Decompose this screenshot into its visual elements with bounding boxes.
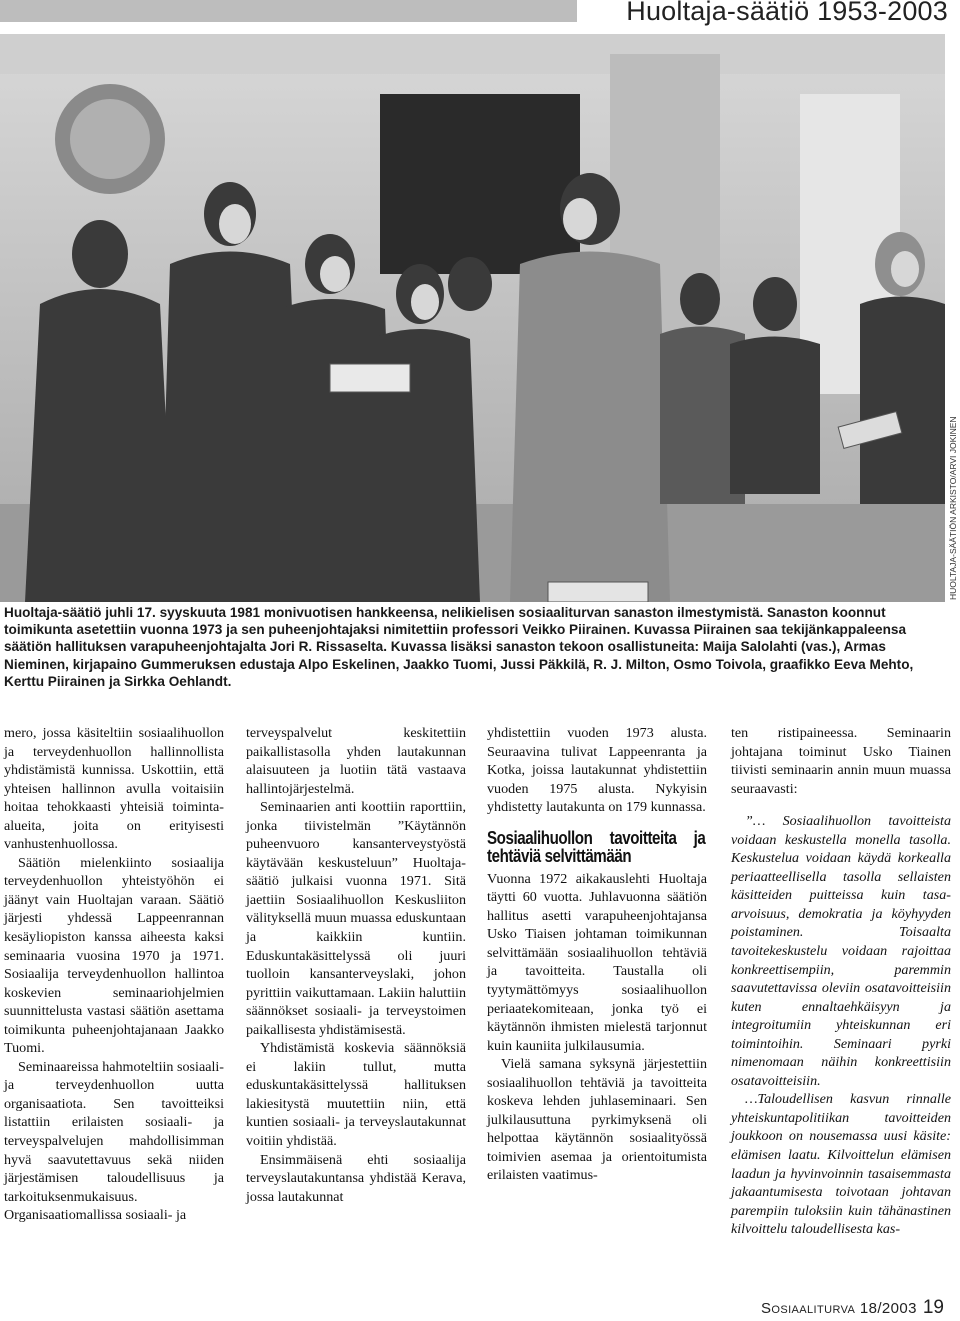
- article-column-3: [487, 724, 707, 1185]
- photo-credit: HUOLTAJA-SÄÄTIÖN ARKISTO/ARVI JOKINEN: [948, 416, 958, 600]
- quote-paragraph: …Taloudellisen kasvun rinnalle yhteiskuntapolitiikan tavoitteiden joukkoon on nousemassa uusi käsite: elämisen laatu. Kilvoittelun elämisen laadun ja hyvinvoinnin tasaisemmasta jakaantumisesta toivotaan johtavan parempiin tuloksiin kuin tähänastinen kilvoittelu taloudellisesta kas-: [731, 1091, 951, 1238]
- page-footer: [761, 1297, 944, 1319]
- photo-caption: Huoltaja-säätiö juhli 17. syyskuuta 1981 monivuotisen hankkeensa, nelikielisen sosiaaliturvan sanaston ilmestymistä. Sanaston koonnut toimikunta asetettiin vuonna 1973 ja sen puheenjohtajaksi nimitettiin professori Veikko Piirainen. Kuvassa Piirainen saa tekijänkappaleensa säätiön hallituksen varapuheenjohtajalta Jori R. Rissaselta. Kuvassa lisäksi sanaston tekoon osallistuneita: Maija Salolahti (vas.), Armas Nieminen, kirjapaino Gummeruksen edustaja Alpo Eskelinen, Jaakko Tuomi, Jussi Päkkilä, R. J. Milton, Osmo Toivola, graafikko Eeva Mehto, Kerttu Piirainen ja Sirkka Oehlandt.: [4, 605, 914, 689]
- paragraph: Seminaareissa hahmoteltiin sosiaali- ja terveydenhuollon uutta organisaatiota. Sen tavoitteiksi listattiin erilaisten sosiaali- ja terveyspalvelujen mahdollisimman hyvä saavutettavuus sekä niiden järjestämisen taloudellisuus ja tarkoituksenmukaisuus. Organisaatiomallissa sosiaali- ja: [4, 1058, 224, 1224]
- header-bar: [0, 0, 577, 22]
- article-column-1: [4, 724, 224, 1225]
- article-column-2: [246, 724, 466, 1206]
- quote-paragraph: ”… Sosiaalihuollon tavoitteista voidaan keskustella monella tasolla. Keskustelua voidaan käydä korkealla periaatteellisella tasolla sellaisten käsitteiden puitteissa kuin tasa-arvoisuus, demokratia ja köyhyyden poistaminen. Toisaalta tavoitekeskustelu voidaan rajoittaa konkreettisempiin, paremmin saavutettavissa oleviin osatavoitteisiin kuten ennaltaehkäisyyn ja integroitumiin yhteiskunnan eri toimintoihin. Seminaari pyrki nimenomaan näihin konkreettisiin osatavoitteisiin.: [731, 813, 951, 1089]
- magazine-name: Sosiaaliturva 18/2003: [761, 1300, 917, 1317]
- page-number: 19: [922, 1297, 944, 1318]
- paragraph: Yhdistämistä koskevia säännöksiä ei lakiin tullut, mutta eduskuntakäsittelyssä hallituksen lakiesitystä muutettiin niin, että kuntien sosiaali- ja terveyslautakunnat voitiin yhdistää.: [246, 1040, 466, 1150]
- paragraph: Seminaarien anti koottiin raporttiin, jonka tiivistelmän ”Käytännön puheenvuoro kansanterveystyöstä käytävään keskusteluun” Huoltaja-säätiö julkaisi vuonna 1971. Sitä jaettiin Sosiaalihuollon Keskusliiton välityksellä muun muassa eduskuntaan ja kaikkiin kuntiin. Eduskuntakäsittelyssä oli juuri tuolloin kansanterveyslaki, johon pyrittiin vaikuttamaan. Lakiin haluttiin säännökset sosiaali- ja terveystoimen paikallisesta yhdistämisestä.: [246, 799, 466, 1038]
- section-heading: Sosiaalihuollon tavoitteita ja tehtäviä selvittämään: [487, 827, 706, 866]
- paragraph: Säätiön mielenkiinto sosiaalija terveydenhuollon yhteistyöhön ei jäänyt vain Huoltajan varaan. Säätiö järjesti yhdessä Lappeenrannan kesäyliopiston kanssa aiheesta kaksi seminaaria vuosina 1970 ja 1971. Sosiaalija terveydenhuollon hallintoa koskevien seminaariohjelmien suunnittelusta vastasi säätiön asettama toimikunta puheenjohtajanaan Jaakko Tuomi.: [4, 854, 224, 1057]
- paragraph: Vuonna 1972 aikakauslehti Huoltaja täytti 60 vuotta. Juhlavuonna säätiön hallitus asetti varapuheenjohtajansa Usko Tiaisen johtaman toimikunnan selvittämään sosiaalihuollon tehtäviä ja tavoitteita. Taustalla oli tyytymättömyys sosiaalihuollon periaatekomiteaan, jonka työ ei käytännön ihmisten mielestä tarjonnut kuin kauniita julkilausumia.: [487, 870, 707, 1054]
- group-photo-illustration: [0, 34, 945, 602]
- paragraph: Ensimmäisenä ehti sosiaalija terveyslautakuntansa yhdistää Kerava, jossa lautakunnat: [246, 1151, 466, 1205]
- article-column-4: [731, 724, 951, 1239]
- group-photo: [0, 34, 945, 602]
- paragraph: terveyspalvelut keskitettiin paikallistasolla yhden lautakunnan alaisuuteen ja luotiin tätä vastaava hallintojärjestelmä.: [246, 725, 466, 797]
- paragraph: Vielä samana syksynä järjestettiin sosiaalihuollon tehtäviä ja tavoitteita koskeva lehden juhlaseminaari. Sen julkilausuttuna pyrkimyksenä oli helpottaa käytännön sosiaalityössä toimivien asemaa ja orientoitumista erilaisten vaatimus-: [487, 1056, 707, 1184]
- page-title: Huoltaja-säätiö 1953-2003: [626, 0, 948, 26]
- paragraph: yhdistettiin vuoden 1973 alusta. Seuraavina tulivat Lappeenranta ja Kotka, joissa lautakunnat yhdistettiin vuoden 1975 alusta. Nykyisin yhdistetty lautakunta on 179 kunnassa.: [487, 725, 707, 816]
- paragraph: ten ristipaineessa. Seminaarin johtajana toiminut Usko Tiainen tiivisti seminaarin annin muun muassa seuraavasti:: [731, 725, 951, 797]
- paragraph: mero, jossa käsiteltiin sosiaalihuollon ja terveydenhuollon hallinnollista yhdistämistä kunnissa. Uskottiin, että yhteisen hallinnon avulla voitaisiin hoitaa tehokkaasti yhteisiä toiminta-alueita, joita on erityisesti vanhustenhuollossa.: [4, 725, 224, 853]
